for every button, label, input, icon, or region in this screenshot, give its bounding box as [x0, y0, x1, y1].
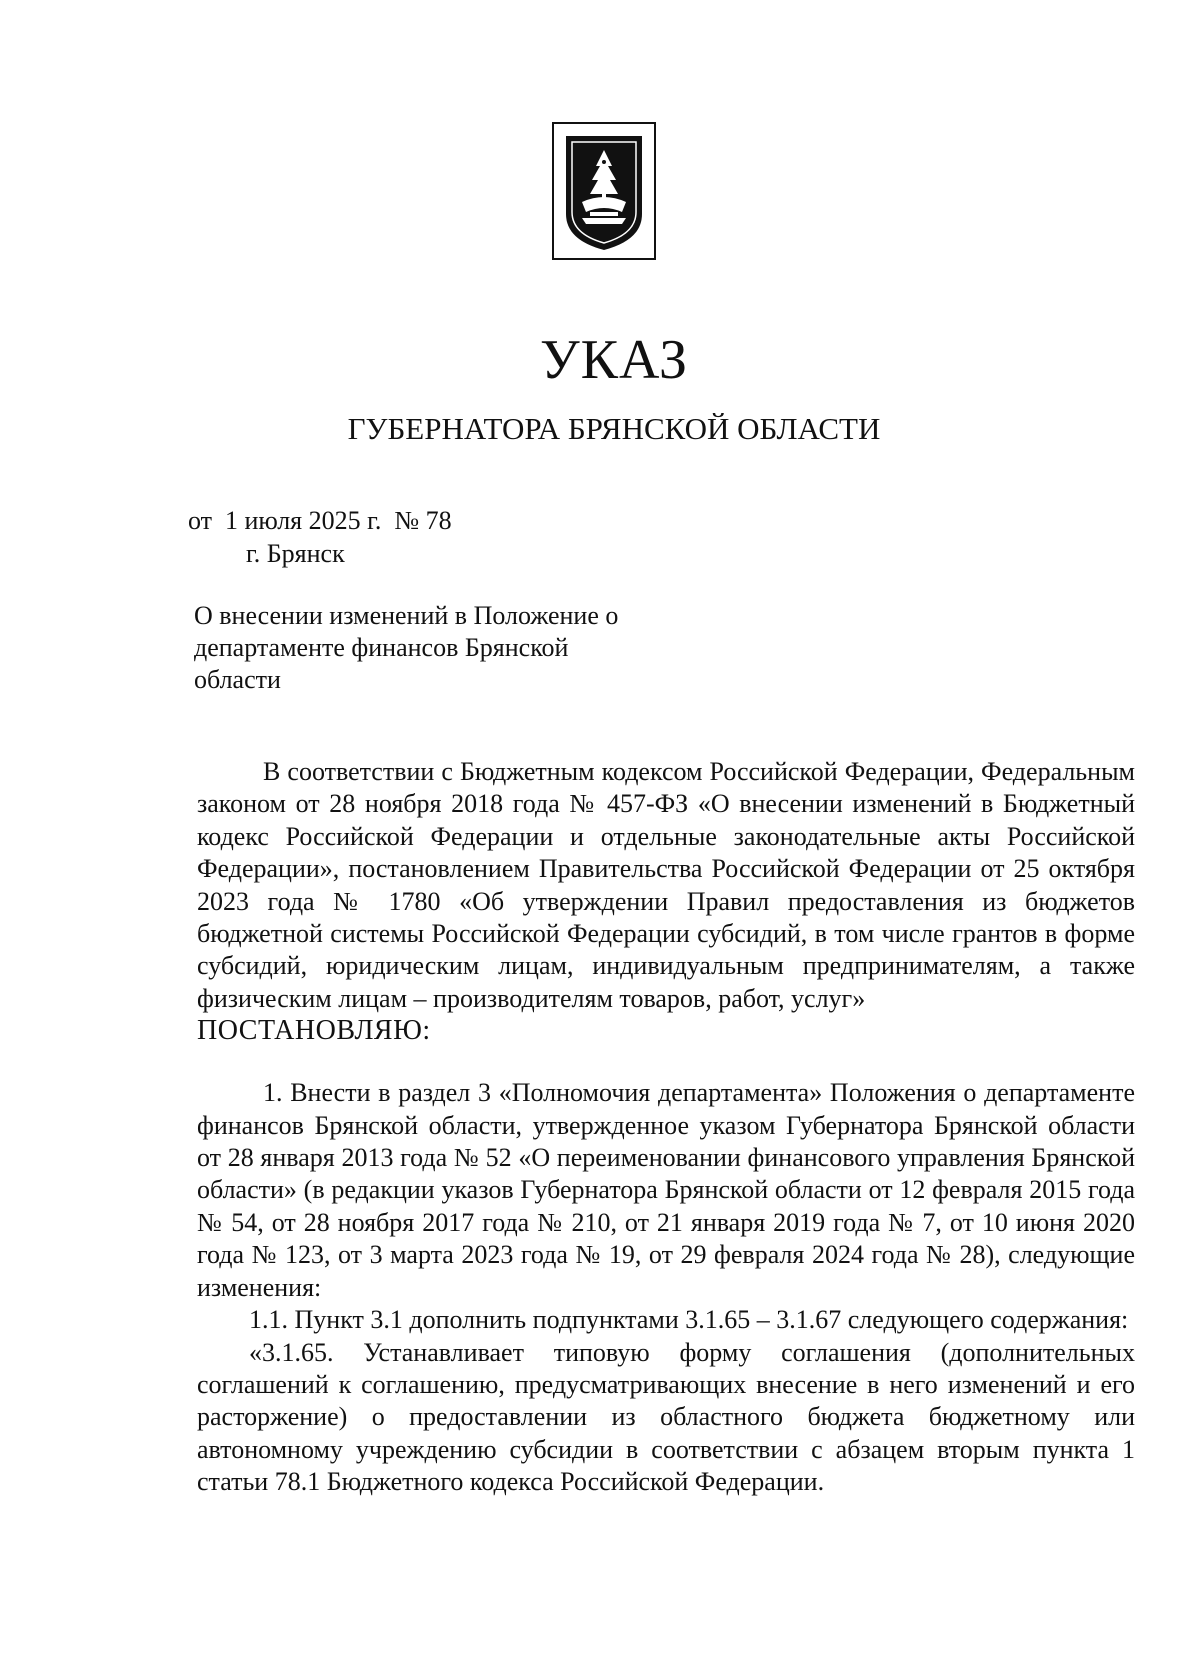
- city: г. Брянск: [246, 539, 345, 568]
- item-1-paragraph: 1. Внести в раздел 3 «Полномочия департамента» Положения о департаменте финансов Брянской области, утвержденное указом Губернатора Брянской области от 28 января 2013 года № 52 «О переименовании финансового управления Брянской области» (в редакции указов Губернатора Брянской области от 12 февраля 2015 года № 54, от 28 ноября 2017 года № 210, от 21 января 2019 года № 7, от 10 июня 2020 года № 123, от 3 марта 2023 года № 19, от 29 февраля 2024 года № 28), следующие изменения:: [197, 1078, 1135, 1302]
- document-body: [197, 756, 1135, 1499]
- coat-of-arms-emblem: [552, 122, 656, 260]
- decree-heading: ПОСТАНОВЛЯЮ:: [197, 1015, 431, 1047]
- document-subtitle: ГУБЕРНАТОРА БРЯНСКОЙ ОБЛАСТИ: [347, 411, 881, 446]
- item-3-1-65-paragraph: «3.1.65. Устанавливает типовую форму соглашения (дополнительных соглашений к соглашению, предусматривающих внесение в него изменений и его расторжение) о предоставлении из областного бюджета бюджетному или автономному учреждению субсидии в соответствии с абзацем вторым пункта 1 статьи 78.1 Бюджетного кодекса Российской Федерации.: [197, 1337, 1135, 1497]
- document-subject: О внесении изменений в Положение о департаменте финансов Брянской области: [194, 601, 619, 694]
- date-and-number: от 1 июля 2025 г. № 78: [188, 506, 452, 535]
- document-title: УКАЗ: [539, 329, 689, 391]
- item-1-1-paragraph: 1.1. Пункт 3.1 дополнить подпунктами 3.1.65 – 3.1.67 следующего содержания:: [249, 1305, 1129, 1335]
- preamble-paragraph: В соответствии с Бюджетным кодексом Российской Федерации, Федеральным законом от 28 ноября 2018 года № 457-ФЗ «О внесении изменений в Бюджетный кодекс Российской Федерации и отдельные законодательные акты Российской Федерации», постановлением Правительства Российской Федерации от 25 октября 2023 года № 1780 «Об утверждении Правил предоставления из бюджетов бюджетной системы Российской Федерации субсидий, в том числе грантов в форме субсидий, юридическим лицам, индивидуальным предпринимателям, а также физическим лицам – производителям товаров, работ, услуг»: [197, 757, 1135, 1013]
